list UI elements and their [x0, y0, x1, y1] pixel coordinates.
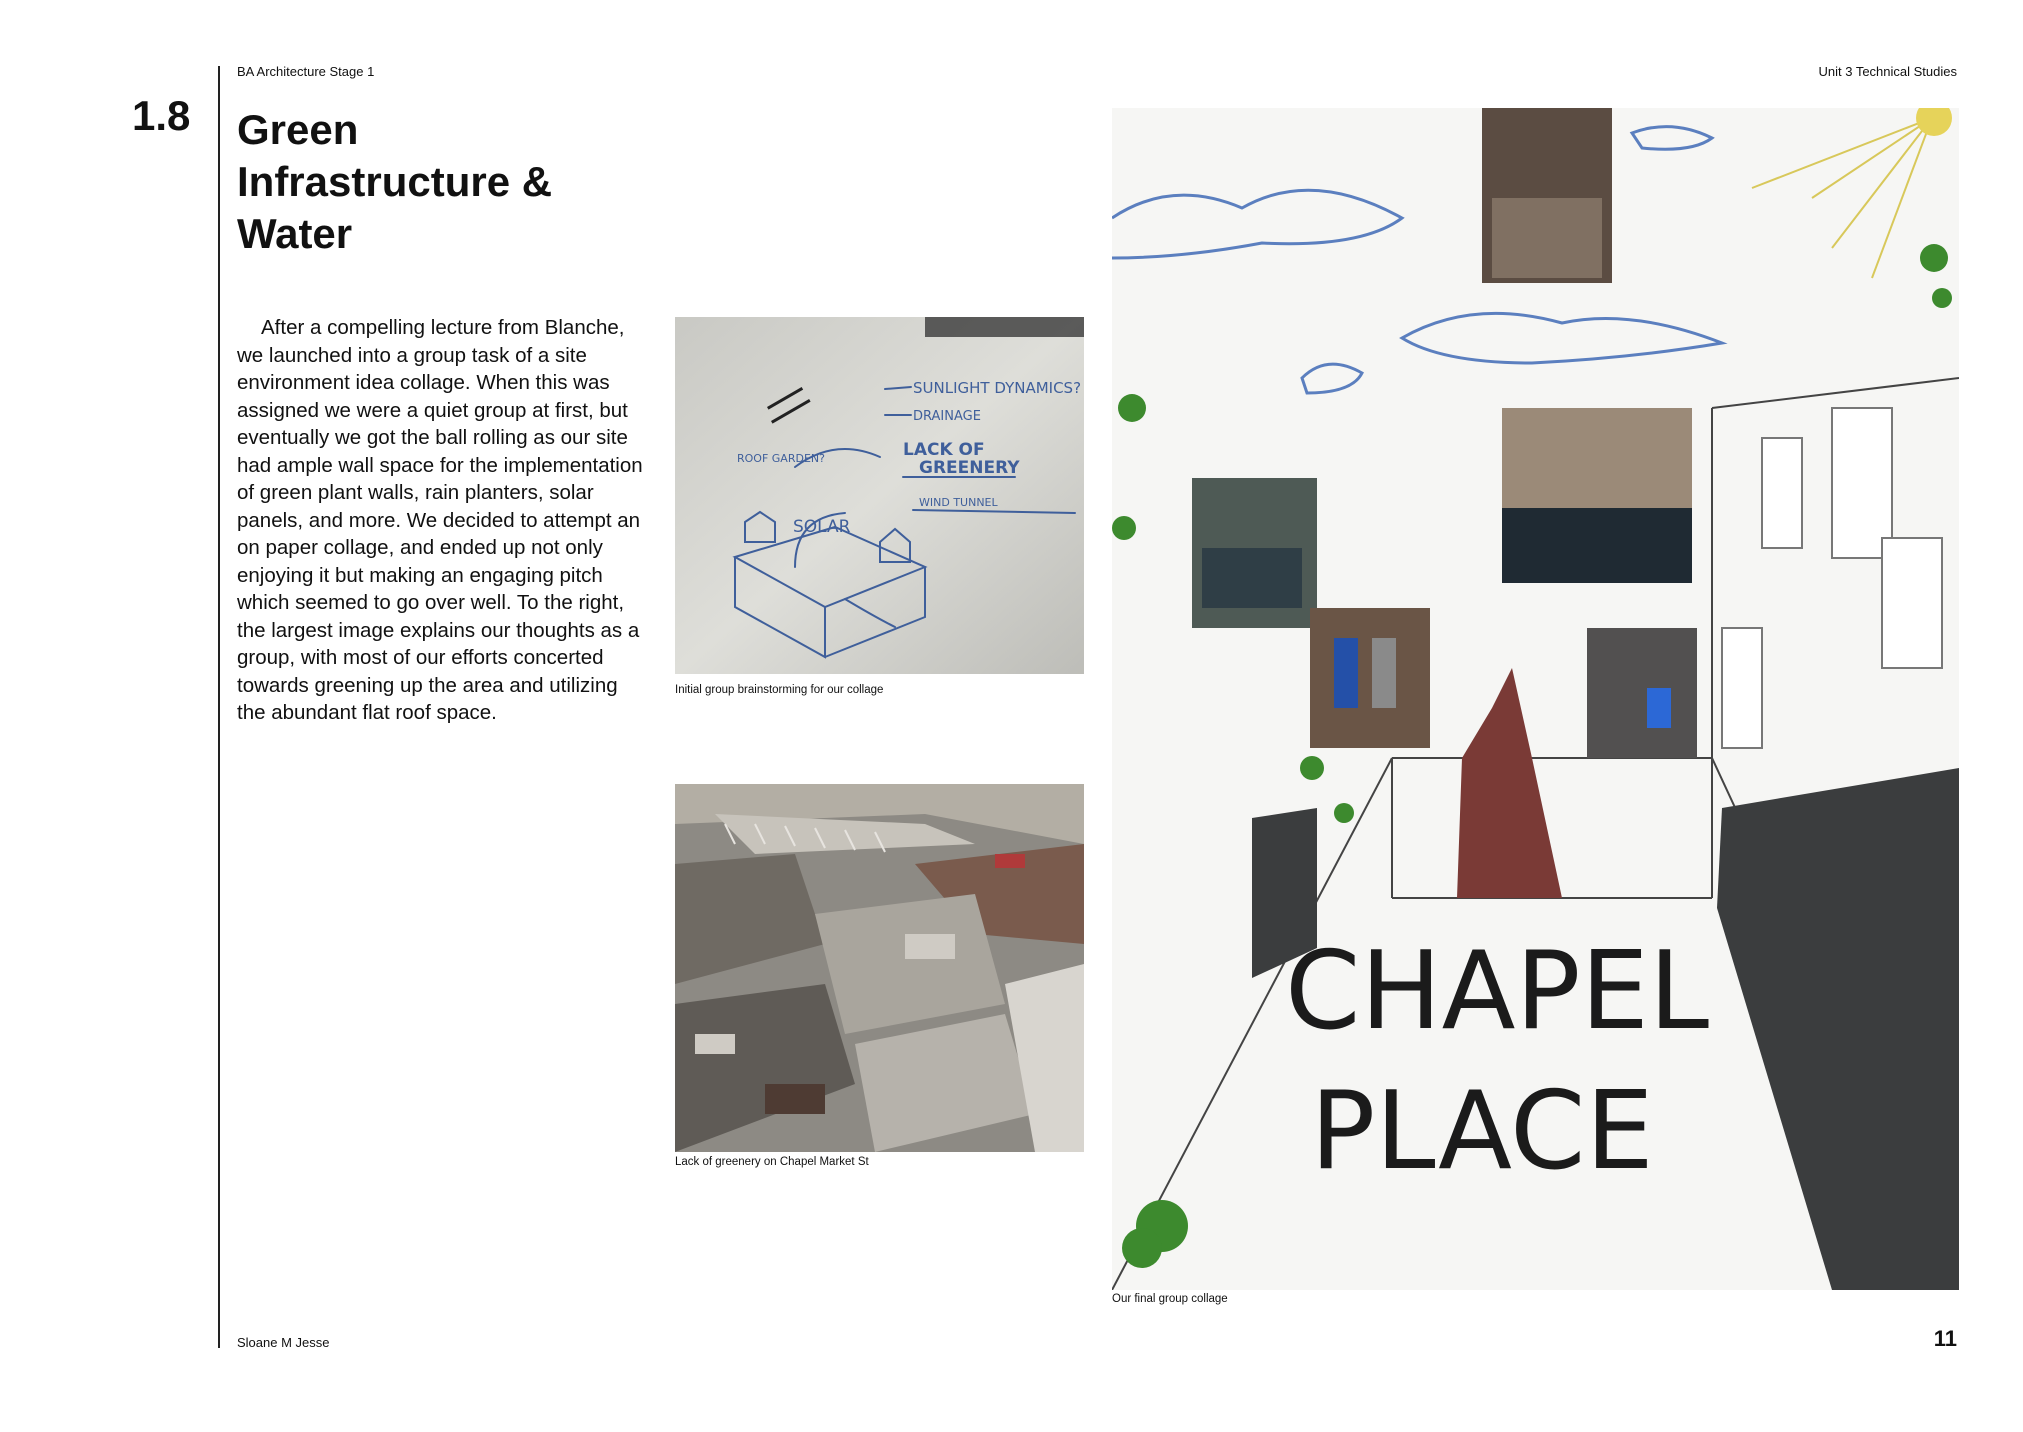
- collage-text-chapel: CHAPEL: [1284, 929, 1710, 1054]
- sketch-note-greenery: GREENERY: [919, 458, 1020, 478]
- brainstorm-sketch-drawing: [675, 317, 1084, 674]
- figure-caption: Our final group collage: [1112, 1293, 1228, 1305]
- author-name: Sloane M Jesse: [237, 1335, 330, 1350]
- title-line: Water: [237, 210, 353, 257]
- sketch-note-lack: LACK OF: [903, 440, 985, 460]
- sketch-note-drainage: DRAINAGE: [913, 409, 981, 424]
- brainstorm-sketch-image: [675, 317, 1084, 674]
- body-paragraph: After a compelling lecture from Blanche, we launched into a group task of a site environment idea collage. When this was assigned we were a quiet group at first, but eventually we got the ball rolling as our site had ample wall space for the implementation of green plant walls, rain planters, solar panels, and more. We decided to attempt an on paper collage, and ended up not only enjoying it but making an engaging pitch which seemed to go over well. To the right, the largest image explains our thoughts as a group, with most of our efforts concerted towards greening up the area and utilizing the abundant flat roof space.: [237, 316, 643, 724]
- unit-header: Unit 3 Technical Studies: [1818, 64, 1957, 79]
- aerial-photo-image: [675, 784, 1084, 1152]
- vertical-rule: [218, 66, 220, 1348]
- sketch-note-solar: SOLAR: [793, 517, 851, 537]
- group-collage-drawing: [1112, 108, 1959, 1290]
- figure-caption: Lack of greenery on Chapel Market St: [675, 1156, 869, 1168]
- section-title: [237, 104, 657, 260]
- collage-text-place: PLACE: [1310, 1069, 1654, 1194]
- sketch-note-wind: WIND TUNNEL: [919, 496, 998, 509]
- course-header: BA Architecture Stage 1: [237, 64, 375, 79]
- title-line: Green: [237, 106, 359, 153]
- group-collage-image: [1112, 108, 1959, 1290]
- sketch-note-roof: ROOF GARDEN?: [737, 452, 825, 465]
- title-line: Infrastructure &: [237, 158, 553, 205]
- aerial-photo-drawing: [675, 784, 1084, 1152]
- page-number: 11: [1933, 1326, 1957, 1351]
- body-text: [237, 314, 647, 727]
- section-number: 1.8: [132, 92, 191, 139]
- figure-caption: Initial group brainstorming for our collage: [675, 684, 884, 696]
- sketch-note-sunlight: SUNLIGHT DYNAMICS?: [913, 379, 1082, 397]
